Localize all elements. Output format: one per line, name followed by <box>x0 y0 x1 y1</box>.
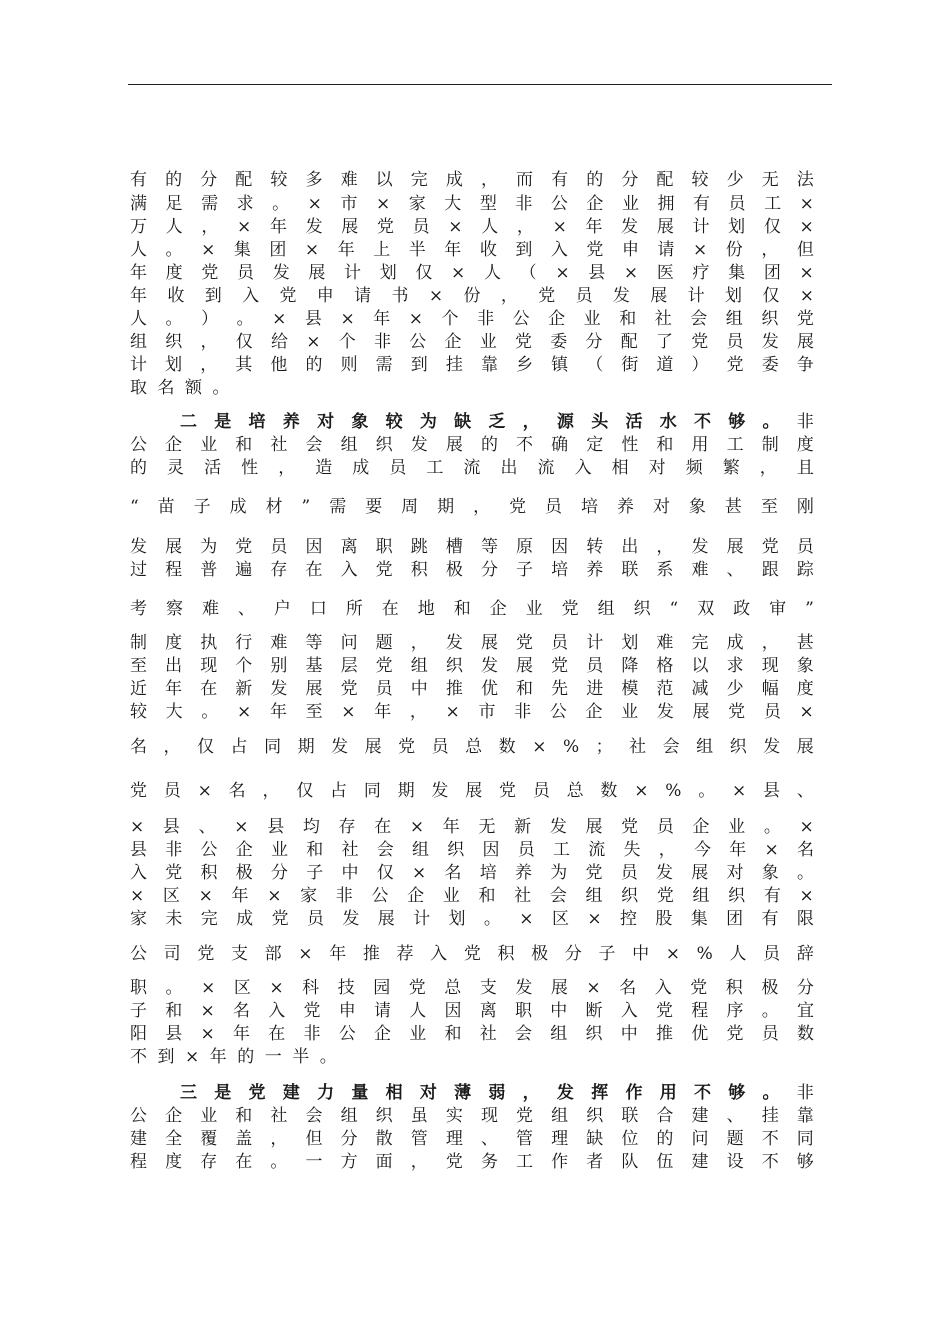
text-line: × 区 × 年 × 家 非 公 企 业 和 社 会 组 织 党 组 织 有 × <box>130 886 814 906</box>
text-line: 年 度 党 员 发 展 计 划 仅 × 人 （ × 县 × 医 疗 集 团 × <box>130 263 814 283</box>
text-line: 计 划 ， 其 他 的 则 需 到 挂 靠 乡 镇 （ 街 道 ） 党 委 争 <box>130 355 814 375</box>
text-line: 取 名 额 。 <box>130 378 230 398</box>
text-line: 党 员 × 名 ， 仅 占 同 期 发 展 党 员 总 数 × % 。 × 县 、 <box>130 781 814 801</box>
text-line: 家 未 完 成 党 员 发 展 计 划 。 × 区 × 控 股 集 团 有 限 <box>130 909 814 929</box>
text-line: 阳 县 × 年 在 非 公 企 业 和 社 会 组 织 中 推 优 党 员 数 <box>130 1024 814 1044</box>
text-line: 子 和 × 名 入 党 申 请 人 因 离 职 中 断 入 党 程 序 。 宜 <box>130 1001 814 1021</box>
text-line: 考 察 难 、 户 口 所 在 地 和 企 业 党 组 织 “ 双 政 审 ” <box>130 599 814 619</box>
text-line: 较 大 。 × 年 至 × 年 ， × 市 非 公 企 业 发 展 党 员 × <box>130 702 814 722</box>
text-line: 过 程 普 遍 存 在 入 党 积 极 分 子 培 养 联 系 难 、 跟 踪 <box>130 560 814 580</box>
text-line: 入 党 积 极 分 子 中 仅 × 名 培 养 为 党 员 发 展 对 象 。 <box>130 863 814 883</box>
text-line: 至 出 现 个 别 基 层 党 组 织 发 展 党 员 降 格 以 求 现 象 <box>130 656 814 676</box>
text-line: 公 企 业 和 社 会 组 织 发 展 的 不 确 定 性 和 用 工 制 度 <box>130 435 814 455</box>
text-line: 人 。 ） 。 × 县 × 年 × 个 非 公 企 业 和 社 会 组 织 党 <box>130 309 814 329</box>
text-line: 公 企 业 和 社 会 组 织 虽 实 现 党 组 织 联 合 建 、 挂 靠 <box>130 1106 814 1126</box>
text-line: 人 。 × 集 团 × 年 上 半 年 收 到 入 党 申 请 × 份 ， 但 <box>130 240 814 260</box>
text-line: 县 非 公 企 业 和 社 会 组 织 因 员 工 流 失 ， 今 年 × 名 <box>130 840 814 860</box>
text-line: 职 。 × 区 × 科 技 园 党 总 支 发 展 × 名 入 党 积 极 分 <box>130 978 814 998</box>
paragraph-heading-line: 三 是 党 建 力 量 相 对 薄 弱 ， 发 挥 作 用 不 够 。 非 <box>180 1083 814 1103</box>
text-line: 有 的 分 配 较 多 难 以 完 成 ， 而 有 的 分 配 较 少 无 法 <box>130 170 814 190</box>
text-line: 建 全 覆 盖 ， 但 分 散 管 理 、 管 理 缺 位 的 问 题 不 同 <box>130 1129 814 1149</box>
text-line: 组 织 ， 仅 给 × 个 非 公 企 业 党 委 分 配 了 党 员 发 展 <box>130 332 814 352</box>
text-line: 近 年 在 新 发 展 党 员 中 推 优 和 先 进 模 范 减 少 幅 度 <box>130 679 814 699</box>
text-line: 年 收 到 入 党 申 请 书 × 份 ， 党 员 发 展 计 划 仅 × <box>130 286 814 306</box>
text-line: 的 灵 活 性 ， 造 成 员 工 流 出 流 入 相 对 频 繁 ， 且 <box>130 458 814 478</box>
text-line: “ 苗 子 成 材 ” 需 要 周 期 ， 党 员 培 养 对 象 甚 至 刚 <box>130 497 814 517</box>
paragraph-heading-line: 二 是 培 养 对 象 较 为 缺 乏 ， 源 头 活 水 不 够 。 非 <box>180 412 814 432</box>
text-line: 满 足 需 求 。 × 市 × 家 大 型 非 公 企 业 拥 有 员 工 × <box>130 194 814 214</box>
text-line: 程 度 存 在 。 一 方 面 ， 党 务 工 作 者 队 伍 建 设 不 够 <box>130 1152 814 1172</box>
text-line: 发 展 为 党 员 因 离 职 跳 槽 等 原 因 转 出 ， 发 展 党 员 <box>130 537 814 557</box>
text-line: × 县 、 × 县 均 存 在 × 年 无 新 发 展 党 员 企 业 。 × <box>130 817 814 837</box>
text-line: 公 司 党 支 部 × 年 推 荐 入 党 积 极 分 子 中 × % 人 员 辞 <box>130 944 814 964</box>
header-rule <box>128 84 832 85</box>
text-line: 制 度 执 行 难 等 问 题 ， 发 展 党 员 计 划 难 完 成 ， 甚 <box>130 633 814 653</box>
text-line: 不 到 × 年 的 一 半 。 <box>130 1047 337 1067</box>
text-line: 万 人 ， × 年 发 展 党 员 × 人 ， × 年 发 展 计 划 仅 × <box>130 217 814 237</box>
text-line: 名 ， 仅 占 同 期 发 展 党 员 总 数 × % ； 社 会 组 织 发 展 <box>130 737 814 757</box>
